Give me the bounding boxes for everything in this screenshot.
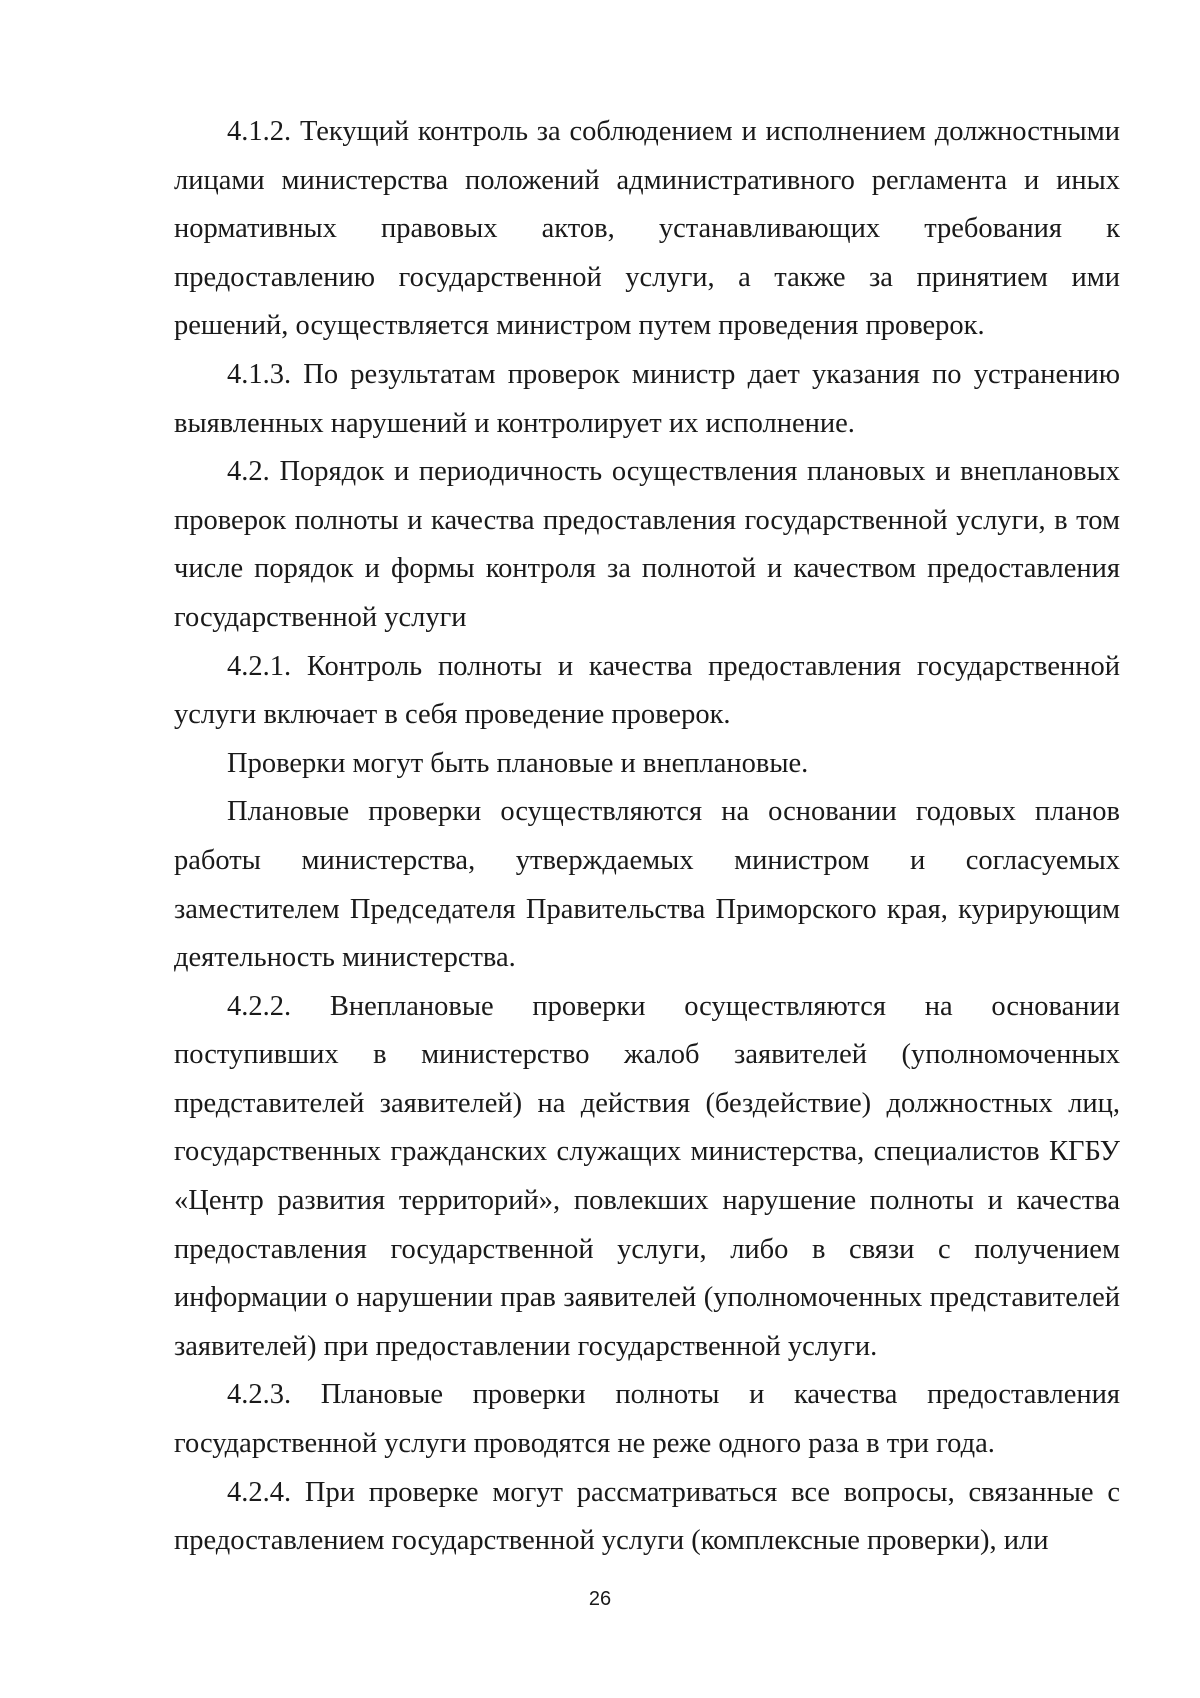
paragraph-4-1-2: 4.1.2. Текущий контроль за соблюдением и исполнением должностными лицами министерства положений административного регламента и иных нормативных правовых актов, устанавливающих требования к предоставлению государственной услуги, а также за принятием ими решений, осуществляется министром путем проведения проверок. [174, 116, 1120, 342]
paragraph-4-2-1: 4.2.1. Контроль полноты и качества предоставления государственной услуги включает в себя проведение проверок. [174, 650, 1120, 731]
page-number: 26 [588, 1588, 612, 1610]
paragraph-4-2-heading: 4.2. Порядок и периодичность осуществления плановых и внеплановых проверок полноты и качества предоставления государственной услуги, в том числе порядок и формы контроля за полнотой и качеством предоставления государственной услуги [174, 456, 1120, 633]
paragraph-4-2-4: 4.2.4. При проверке могут рассматриваться все вопросы, связанные с предоставлением государственной услуги (комплексные проверки), или [174, 1476, 1120, 1557]
paragraph-4-2-2: 4.2.2. Внеплановые проверки осуществляются на основании поступивших в министерство жалоб заявителей (уполномоченных представителей заявителей) на действия (бездействие) должностных лиц, государственных гражданских служащих министерства, специалистов КГБУ «Центр развития территорий», повлекших нарушение полноты и качества предоставления государственной услуги, либо в связи с получением информации о нарушении прав заявителей (уполномоченных представителей заявителей) при предоставлении государственной услуги. [174, 990, 1120, 1362]
paragraph-planned-checks: Плановые проверки осуществляются на основании годовых планов работы министерства, утверждаемых министром и согласуемых заместителем Председателя Правительства Приморского края, курирующим деятельность министерства. [174, 796, 1120, 974]
document-body [174, 108, 1120, 1566]
paragraph-4-1-3: 4.1.3. По результатам проверок министр дает указания по устранению выявленных нарушений и контролирует их исполнение. [174, 358, 1120, 439]
paragraph-check-types: Проверки могут быть плановые и внеплановые. [227, 747, 809, 779]
paragraph-4-2-3: 4.2.3. Плановые проверки полноты и качества предоставления государственной услуги проводятся не реже одного раза в три года. [174, 1379, 1120, 1460]
